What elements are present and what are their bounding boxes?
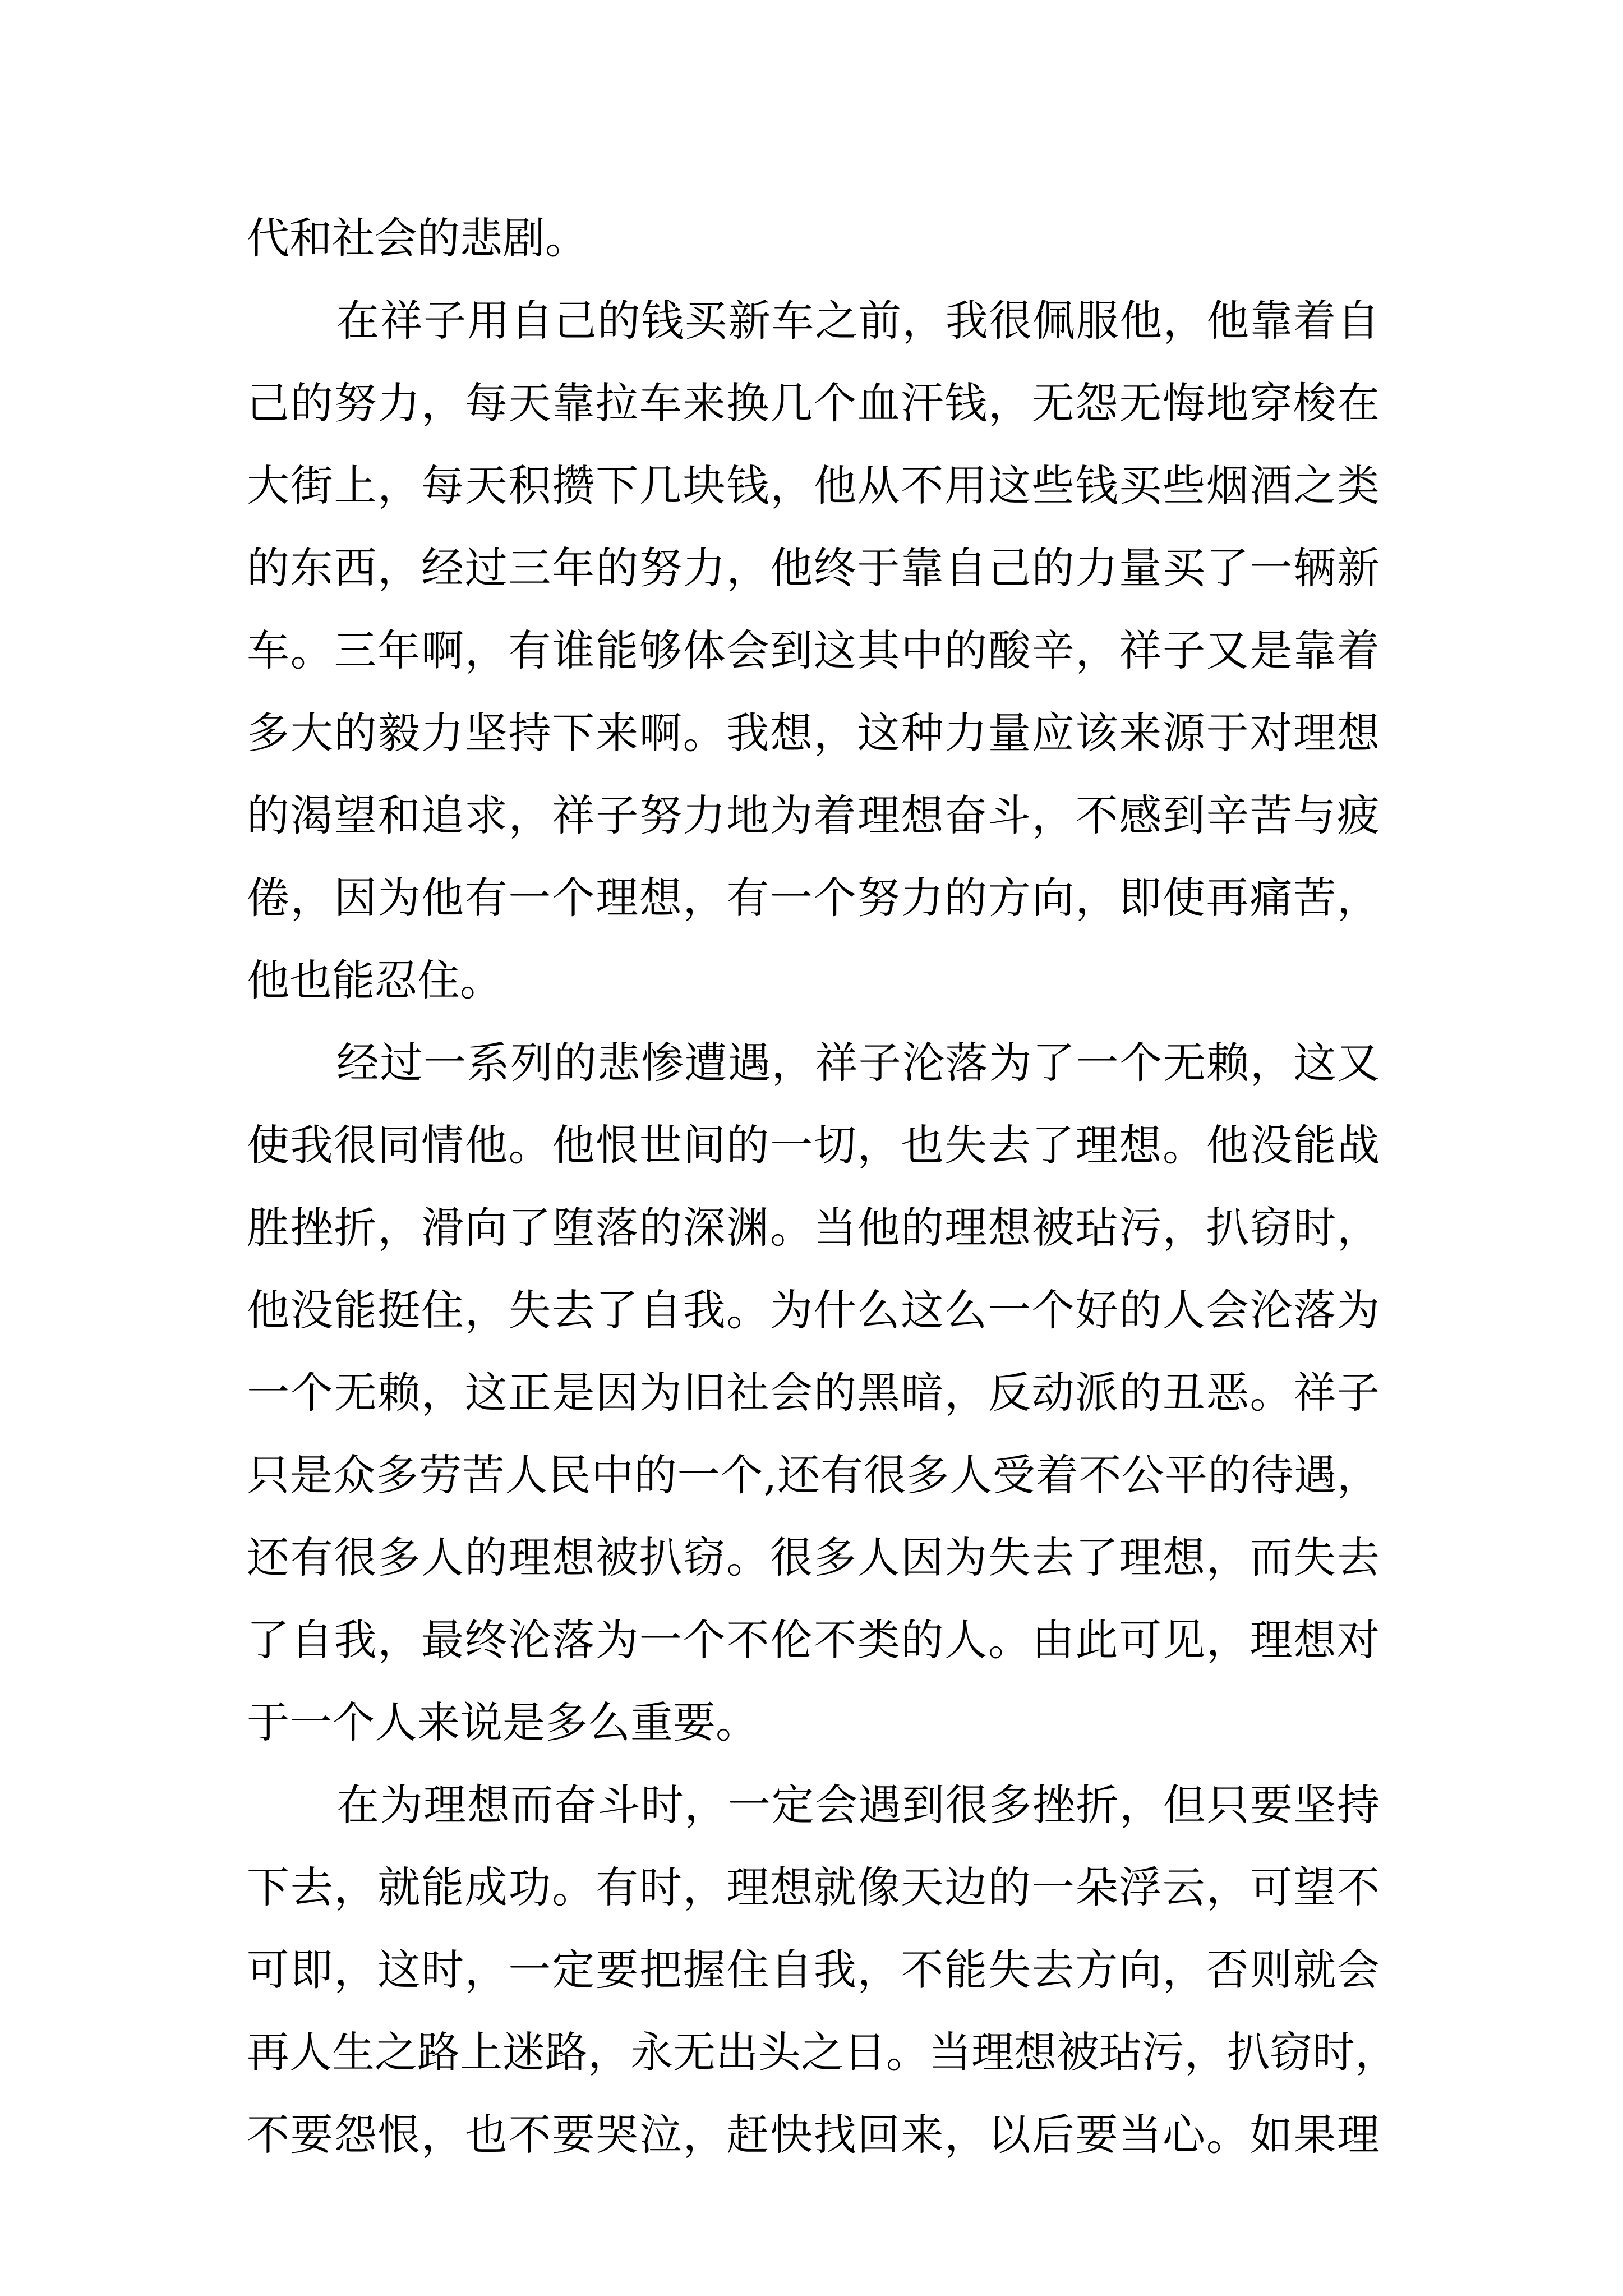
text-line: 于一个人来说是多么重要。 — [247, 1697, 758, 1747]
text-line: 的东西，经过三年的努力，他终于靠自己的力量买了一辆新 — [247, 543, 1380, 593]
text-line: 他没能挺住，失去了自我。为什么这么一个好的人会沦落为 — [247, 1285, 1380, 1335]
text-line: 了自我，最终沦落为一个不伦不类的人。由此可见，理想对 — [247, 1615, 1380, 1665]
text-line: 一个无赖，这正是因为旧社会的黑暗，反动派的丑恶。祥子 — [247, 1368, 1380, 1418]
text-line: 下去，就能成功。有时，理想就像天边的一朵浮云，可望不 — [247, 1862, 1380, 1912]
text-line: 还有很多人的理想被扒窃。很多人因为失去了理想，而失去 — [247, 1533, 1380, 1582]
text-line: 可即，这时，一定要把握住自我，不能失去方向，否则就会 — [247, 1945, 1380, 1995]
paragraph-start-line: 经过一系列的悲惨遭遇，祥子沦落为了一个无赖，这又 — [336, 1038, 1380, 1088]
text-line: 大街上，每天积攒下几块钱，他从不用这些钱买些烟酒之类 — [247, 461, 1380, 510]
text-line: 只是众多劳苦人民中的一个,还有很多人受着不公平的待遇， — [247, 1450, 1380, 1500]
text-line: 不要怨恨，也不要哭泣，赶快找回来，以后要当心。如果理 — [247, 2110, 1380, 2160]
text-line: 胜挫折，滑向了堕落的深渊。当他的理想被玷污，扒窃时， — [247, 1203, 1380, 1253]
text-line: 多大的毅力坚持下来啊。我想，这种力量应该来源于对理想 — [247, 708, 1380, 758]
paragraph-start-line: 在祥子用自己的钱买新车之前，我很佩服他，他靠着自 — [336, 296, 1380, 346]
text-line: 代和社会的悲剧。 — [247, 213, 588, 263]
text-line: 倦，因为他有一个理想，有一个努力的方向，即使再痛苦， — [247, 873, 1380, 923]
text-line: 他也能忍住。 — [247, 955, 502, 1005]
text-line: 车。三年啊，有谁能够体会到这其中的酸辛，祥子又是靠着 — [247, 625, 1380, 675]
text-line: 使我很同情他。他恨世间的一切，也失去了理想。他没能战 — [247, 1120, 1380, 1170]
text-line: 的渴望和追求，祥子努力地为着理想奋斗，不感到辛苦与疲 — [247, 790, 1380, 840]
text-line: 再人生之路上迷路，永无出头之日。当理想被玷污，扒窃时， — [247, 2027, 1398, 2077]
text-line: 己的努力，每天靠拉车来换几个血汗钱，无怨无悔地穿梭在 — [247, 378, 1380, 428]
paragraph-start-line: 在为理想而奋斗时，一定会遇到很多挫折，但只要坚持 — [336, 1780, 1380, 1830]
